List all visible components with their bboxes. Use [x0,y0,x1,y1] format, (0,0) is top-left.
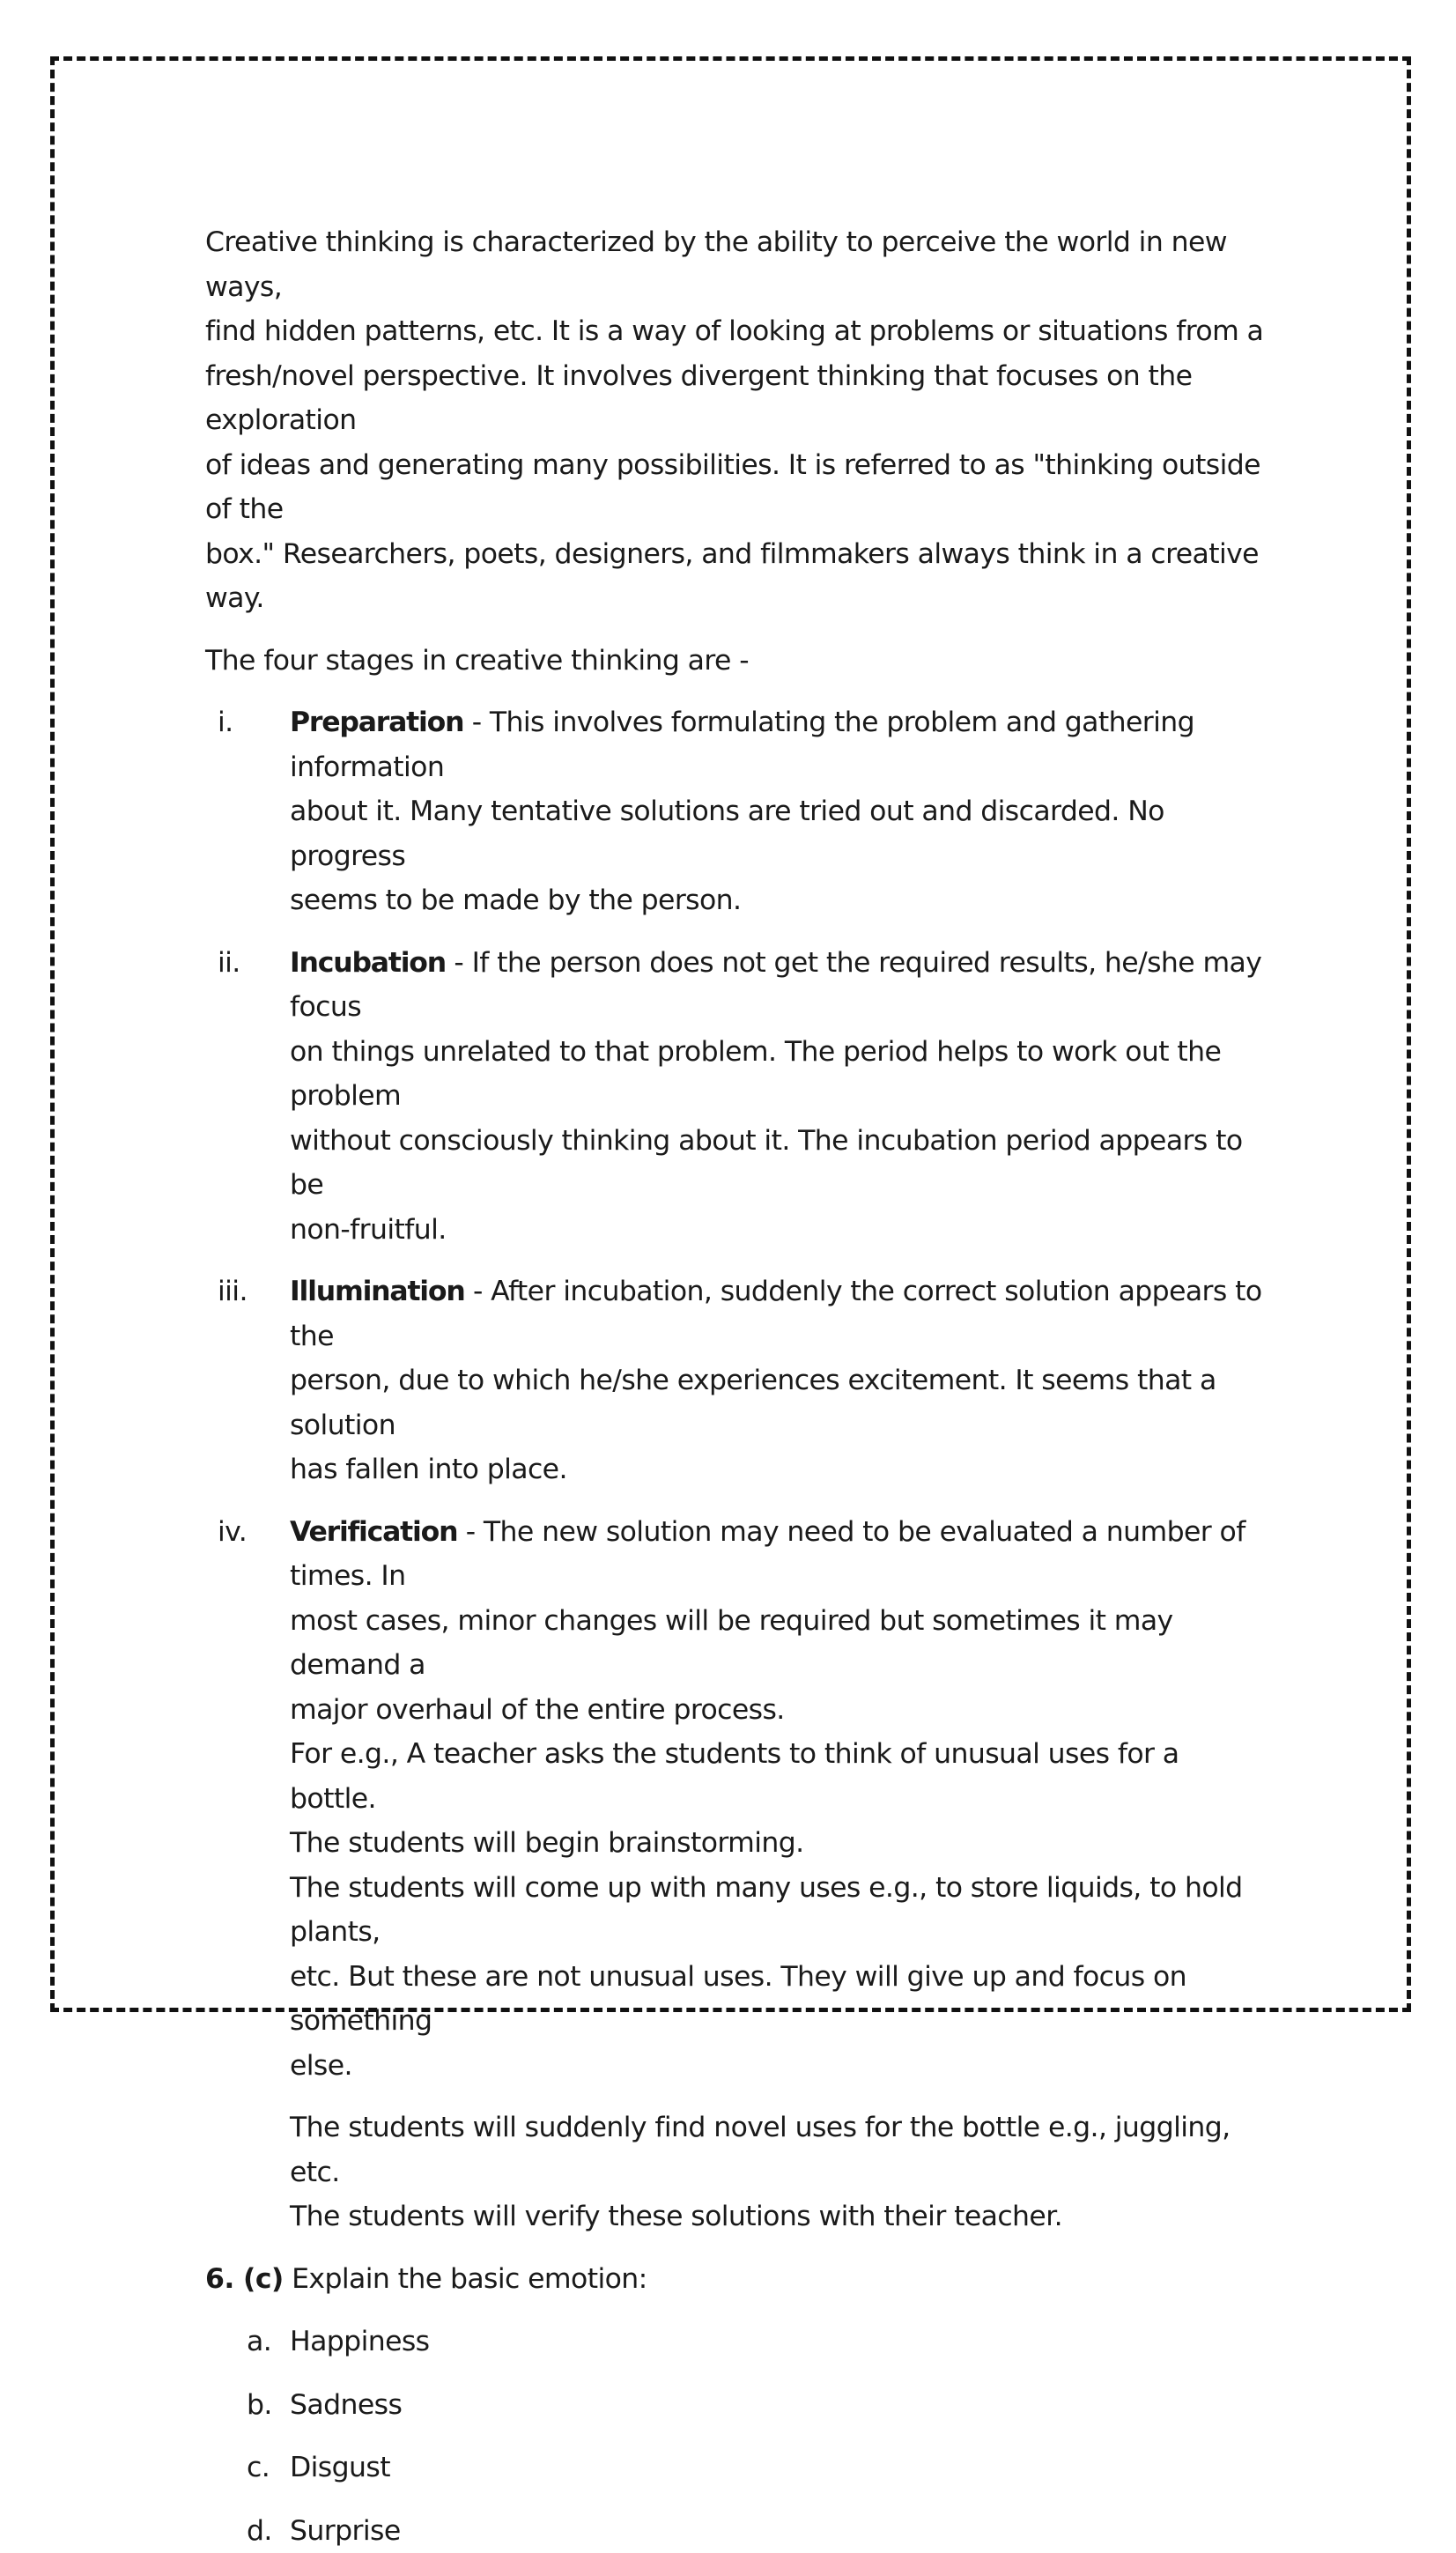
emotion-option [205,2320,1271,2364]
option-label: Surprise [290,2509,401,2553]
stage-number: iii. [205,1269,290,1492]
option-label: Sadness [290,2383,402,2428]
stage-text: Incubation - If the person does not get the required results, he/she may focus on things unrelated to that problem. The period helps to work out the problem without consciously thinking about it. The incubation period appears to be non-fruitful. [290,941,1271,1253]
option-letter: b. [205,2383,290,2428]
option-label: Disgust [290,2446,390,2490]
stage-number: ii. [205,941,290,1253]
emotion-option [205,2383,1271,2428]
example-continuation: The students will suddenly find novel uses for the bottle e.g., juggling, etc. The students will verify these solutions with their teacher. [290,2105,1271,2239]
question-6c [205,2257,1271,2302]
option-label: Happiness [290,2320,430,2364]
stage-term: Preparation [290,707,463,738]
stage-verification [205,1510,1271,2239]
stage-text: Verification - The new solution may need to be evaluated a number of times. In most cases, minor changes will be required but sometimes it may demand a major overhaul of the entire process. For e.g., A teacher asks the students to think of unusual uses for a bottle. The students will begin brainstorming. The students will come up with many uses e.g., to store liquids, to hold plants, etc. But these are not unusual uses. They will give up and focus on something else. The students will suddenly find novel uses for the bottle e.g., juggling, etc. The students will verify these solutions with their teacher. [290,1510,1271,2239]
stage-number: i. [205,700,290,923]
question-text: Explain the basic emotion: [284,2263,647,2295]
option-letter: a. [205,2320,290,2364]
intro-paragraph: Creative thinking is characterized by the ability to perceive the world in new ways, find hidden patterns, etc. It is a way of looking at problems or situations from a fresh/novel perspective. It involves divergent thinking that focuses on the exploration of ideas and generating many possibilities. It is referred to as "thinking outside of the box." Researchers, poets, designers, and filmmakers always think in a creative way. [205,220,1271,621]
stage-text: Preparation - This involves formulating the problem and gathering information about it. Many tentative solutions are tried out and discarded. No progress seems to be made by the person. [290,700,1271,923]
stage-term: Illumination [290,1276,465,1307]
stage-term: Incubation [290,947,446,979]
stage-illumination [205,1269,1271,1492]
option-letter: d. [205,2509,290,2553]
stage-incubation [205,941,1271,1253]
stage-term: Verification [290,1516,457,1548]
document-body [205,220,1271,2553]
emotion-option [205,2446,1271,2490]
question-number: 6. (c) [205,2263,284,2295]
emotion-option [205,2509,1271,2553]
stage-preparation [205,700,1271,923]
stage-text: Illumination - After incubation, suddenly the correct solution appears to the person, due to which he/she experiences excitement. It seems that a solution has fallen into place. [290,1269,1271,1492]
stage-number: iv. [205,1510,290,2239]
option-letter: c. [205,2446,290,2490]
stages-lead: The four stages in creative thinking are - [205,639,1271,684]
